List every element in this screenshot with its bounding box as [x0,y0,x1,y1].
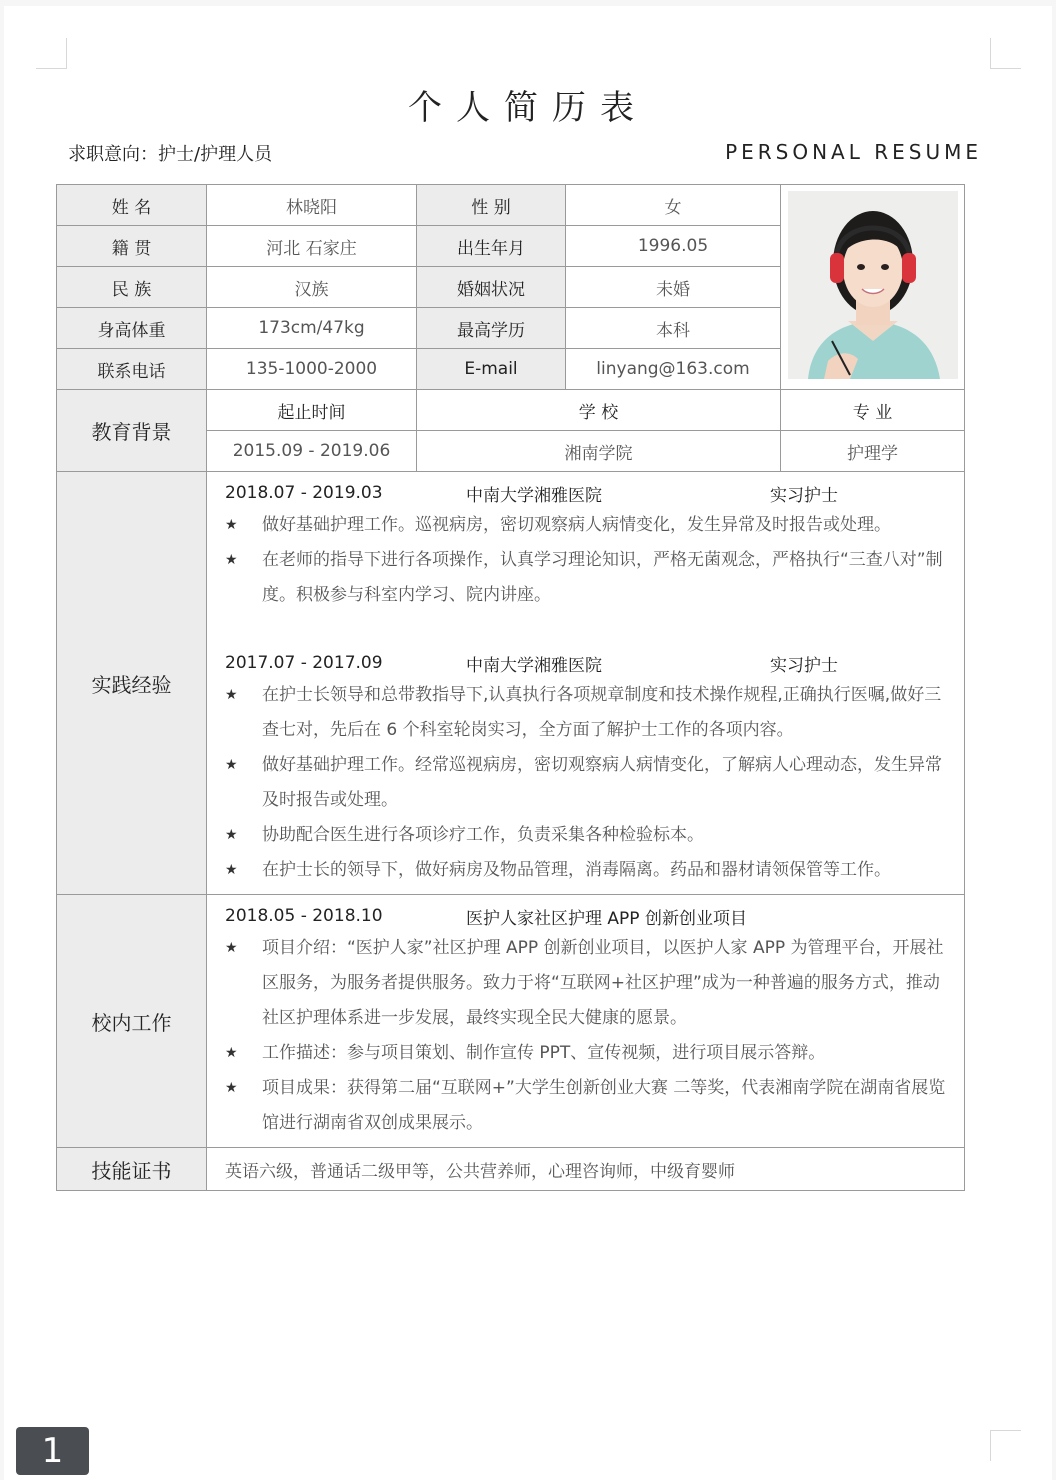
practice-entry-head [225,648,956,678]
bullet-text: 做好基础护理工作。经常巡视病房，密切观察病人病情变化，了解病人心理动态，发生异常及时报告或处理。 [262,755,942,810]
list-item [225,1071,956,1141]
campus-section [207,895,965,1148]
crop-mark-bottom-right [990,1430,1021,1461]
list-item [225,508,956,543]
body-label: 身高体重 [57,308,207,349]
education-period: 2015.09 - 2019.06 [207,431,417,472]
bullet-text: 项目介绍：“医护人家”社区护理 APP 创新创业项目，以医护人家 APP 为管理平台，开展社区服务，为服务者提供服务。致力于将“互联网+社区护理”成为一种普遍的服务方式，推动社区护理体系进一步发展，最终实现全民大健康的愿景。 [262,938,944,1028]
bullet-text: 在护士长的领导下，做好病房及物品管理，消毒隔离。药品和器材请领保管等工作。 [262,860,891,880]
star-icon: ★ [225,827,238,843]
ethnicity-value: 汉族 [207,267,417,308]
marital-label: 婚姻状况 [417,267,566,308]
campus-label: 校内工作 [57,895,207,1148]
star-icon: ★ [225,1080,238,1096]
degree-value: 本科 [566,308,781,349]
entry-date: 2018.07 - 2019.03 [225,483,383,503]
star-icon: ★ [225,862,238,878]
star-icon: ★ [225,517,238,533]
skills-value: 英语六级，普通话二级甲等，公共营养师，心理咨询师，中级育婴师 [207,1148,965,1191]
star-icon: ★ [225,552,238,568]
body-value: 173cm/47kg [207,308,417,349]
phone-label: 联系电话 [57,349,207,390]
page-title: 个人简历表 [408,88,648,128]
avatar [788,191,958,379]
practice-section [207,472,965,895]
entry-org: 中南大学湘雅医院 [466,655,602,676]
email-label: E-mail [417,349,566,390]
education-major-header: 专 业 [781,390,965,431]
entry-date: 2018.05 - 2018.10 [225,906,383,926]
page-number-badge[interactable]: 1 [16,1427,89,1475]
campus-entry-head [225,901,956,931]
resume-table [56,184,965,1191]
english-title: PERSONAL RESUME [725,140,982,164]
gender-label: 性 别 [417,185,566,226]
email-value: linyang@163.com [566,349,781,390]
skills-label: 技能证书 [57,1148,207,1191]
marital-value: 未婚 [566,267,781,308]
bullet-text: 协助配合医生进行各项诊疗工作，负责采集各种检验标本。 [262,825,704,845]
entry-date: 2017.07 - 2017.09 [225,653,383,673]
phone-value: 135-1000-2000 [207,349,417,390]
name-value: 林晓阳 [207,185,417,226]
education-school: 湘南学院 [417,431,781,472]
practice-entry-head [225,478,956,508]
star-icon: ★ [225,687,238,703]
name-label: 姓 名 [57,185,207,226]
practice-label: 实践经验 [57,472,207,895]
crop-mark-top-right [990,38,1021,69]
list-item [225,678,956,748]
hometown-value: 河北 石家庄 [207,226,417,267]
bullet-text: 在护士长领导和总带教指导下,认真执行各项规章制度和技术操作规程,正确执行医嘱,做好三查七对，先后在 6 个科室轮岗实习，全方面了解护士工作的各项内容。 [262,685,942,740]
list-item [225,853,956,888]
education-period-header: 起止时间 [207,390,417,431]
star-icon: ★ [225,757,238,773]
education-school-header: 学 校 [417,390,781,431]
list-item [225,931,956,1036]
gender-value: 女 [566,185,781,226]
education-label: 教育背景 [57,390,207,472]
degree-label: 最高学历 [417,308,566,349]
photo-cell [781,185,965,390]
list-item [225,543,956,613]
ethnicity-label: 民 族 [57,267,207,308]
birth-label: 出生年月 [417,226,566,267]
entry-role: 实习护士 [770,485,838,506]
star-icon: ★ [225,940,238,956]
job-objective: 求职意向：护士/护理人员 [68,144,273,165]
entry-role: 实习护士 [770,655,838,676]
list-item [225,818,956,853]
portrait-image [788,191,958,379]
list-item [225,1036,956,1071]
birth-value: 1996.05 [566,226,781,267]
bullet-text: 工作描述：参与项目策划、制作宣传 PPT、宣传视频，进行项目展示答辩。 [262,1043,826,1063]
entry-project: 医护人家社区护理 APP 创新创业项目 [466,908,747,929]
entry-org: 中南大学湘雅医院 [466,485,602,506]
star-icon: ★ [225,1045,238,1061]
crop-mark-top-left [36,38,67,69]
bullet-text: 在老师的指导下进行各项操作，认真学习理论知识，严格无菌观念，严格执行“三查八对”制度。积极参与科室内学习、院内讲座。 [262,550,943,605]
bullet-text: 项目成果：获得第二届“互联网+”大学生创新创业大赛 二等奖，代表湘南学院在湖南省展览馆进行湖南省双创成果展示。 [262,1078,946,1133]
hometown-label: 籍 贯 [57,226,207,267]
education-major: 护理学 [781,431,965,472]
list-item [225,748,956,818]
bullet-text: 做好基础护理工作。巡视病房，密切观察病人病情变化，发生异常及时报告或处理。 [262,515,891,535]
